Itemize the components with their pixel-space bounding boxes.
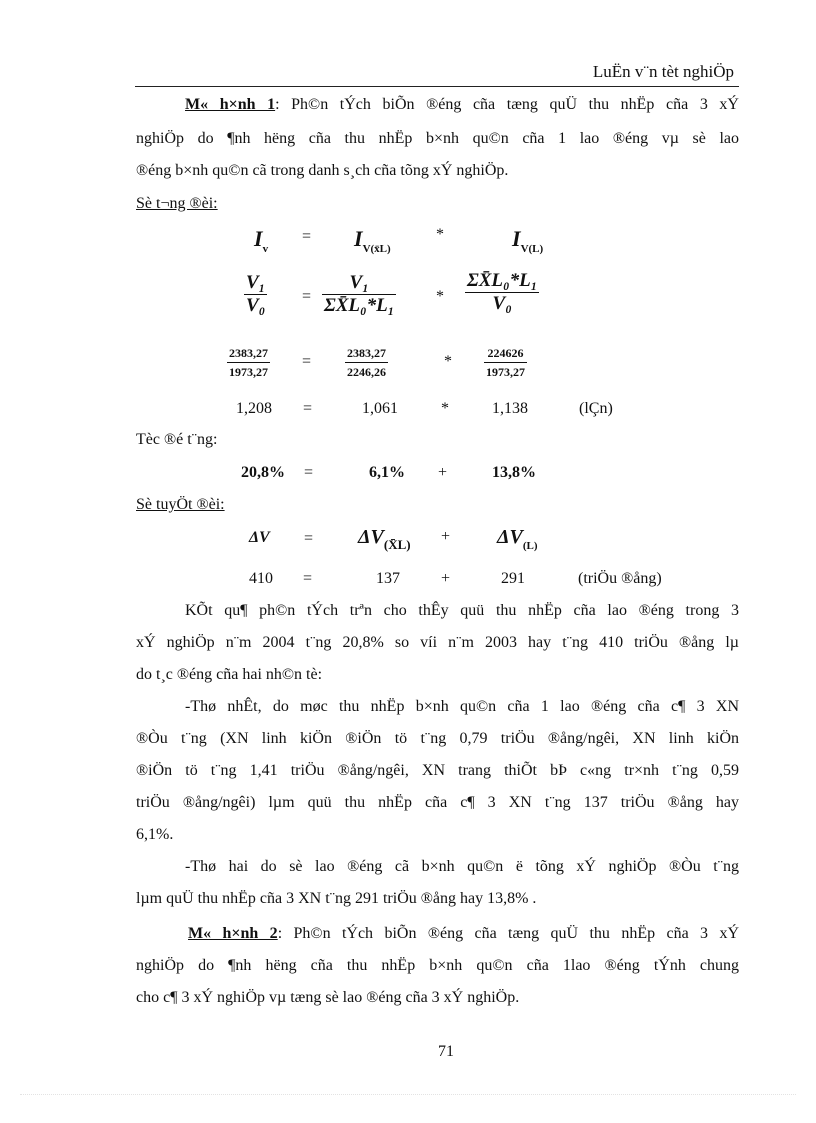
model2-heading-text: : Ph©n tÝch biÕn ®éng cña tæng quÜ thu nhËp cña 3 xÝ — [277, 925, 739, 942]
analysis-p1-l2: xÝ nghiÖp n¨m 2004 t¨ng 20,8% so víi n¨m 2003 hay t¨ng 410 triÖu ®ång lµ — [136, 634, 739, 651]
mul-sign: * — [441, 400, 449, 417]
fraction-numerator: ΣX̄L₀*L₁ — [467, 270, 538, 291]
growth-label: Tèc ®é t¨ng: — [136, 431, 218, 448]
fraction-denominator: ΣX̄L₀*L₁ — [324, 295, 395, 316]
fraction-numerator: 224626 — [484, 344, 527, 363]
model1-line3: ®éng b×nh qu©n cã trong danh s¸ch cña tõng xÝ nghiÖp. — [136, 162, 509, 179]
index-iv-l: $I_{V(L)}$ — [512, 226, 544, 255]
fraction-rhs-values — [484, 344, 527, 381]
growth-xl: 6,1% — [369, 464, 405, 481]
index-iv-xl: $I_{V(x̄L)}$ — [354, 226, 391, 255]
plus-sign: + — [441, 528, 451, 545]
mul-sign: * — [436, 226, 444, 243]
fraction-denominator: V₀ — [492, 293, 512, 314]
header-rule — [135, 86, 739, 87]
fraction-denominator: 2246,26 — [347, 365, 386, 379]
fraction-denominator: 1973,27 — [486, 365, 525, 379]
fraction-denominator: V₀ — [246, 295, 266, 316]
running-header: LuËn v¨n tèt nghiÖp — [592, 62, 734, 81]
analysis-p2-l2: ®Òu t¨ng (XN linh kiÖn ®iÖn tö t¨ng 0,79 triÖu ®ång/ngêi, XN linh kiÖn — [136, 730, 739, 747]
analysis-p3-l1: -Thø hai do sè lao ®éng cã b×nh qu©n ë tõng xÝ nghiÖp ®Òu t¨ng — [185, 858, 739, 875]
model1-line2: nghiÖp do ¶nh hëng cña thu nhËp b×nh qu©n cña 1 lao ®éng vµ sè lao — [136, 130, 739, 147]
unit-times: (lÇn) — [579, 400, 613, 417]
fraction-numerator: V₁ — [246, 272, 266, 293]
model2-heading: M« h×nh 2 — [188, 925, 278, 942]
delta-v-xl: $\Delta V_{(X̄L)}$ — [358, 526, 411, 552]
delta-v: ΔV — [249, 529, 270, 546]
model1-heading-line — [185, 96, 739, 114]
eq-sign: = — [302, 353, 312, 370]
page-number: 71 — [438, 1043, 454, 1060]
delta-xl-value: 137 — [376, 570, 400, 587]
model2-line2: nghiÖp do ¶nh hëng cña thu nhËp b×nh qu©n cña 1lao ®éng tÝnh chung — [136, 957, 739, 974]
analysis-p2-l4: triÖu ®ång/ngêi) lµm quü thu nhËp cña c¶ 3 XN t¨ng 137 triÖu ®ång hay — [136, 794, 739, 811]
relative-label: Sè t¬ng ®èi: — [136, 195, 218, 212]
analysis-p1-l3: do t¸c ®éng cña hai nh©n tè: — [136, 666, 323, 683]
unit-million-vnd: (triÖu ®ång) — [578, 570, 662, 587]
eq-sign: = — [302, 288, 312, 305]
fraction-numerator: V₁ — [322, 272, 396, 295]
plus-sign: + — [441, 570, 451, 587]
fraction-v1-sum — [322, 272, 396, 317]
page-bottom-edge — [20, 1094, 796, 1095]
growth-total: 20,8% — [241, 464, 285, 481]
value-index-xl: 1,061 — [362, 400, 398, 417]
delta-total-value: 410 — [249, 570, 273, 587]
fraction-sum-v0 — [465, 270, 539, 315]
eq-sign: = — [302, 228, 312, 245]
analysis-p2-l1: -Thø nhÊt, do møc thu nhËp b×nh qu©n cña 1 lao ®éng cña c¶ 3 XN — [185, 698, 739, 715]
plus-sign: + — [438, 464, 448, 481]
model1-heading: M« h×nh 1 — [185, 96, 276, 113]
eq-sign: = — [303, 400, 313, 417]
analysis-p3-l2: lµm quÜ thu nhËp cña 3 XN t¨ng 291 triÖu ®ång hay 13,8% . — [136, 890, 537, 907]
mul-sign: * — [444, 353, 452, 370]
fraction-lhs-values — [227, 344, 270, 381]
mul-sign: * — [436, 288, 444, 305]
eq-sign: = — [303, 570, 313, 587]
analysis-p2-l5: 6,1%. — [136, 826, 174, 843]
fraction-v1-v0 — [244, 272, 267, 317]
model1-heading-text: : Ph©n tÝch biÕn ®éng cña tæng quÜ thu nhËp cña 3 xÝ — [275, 96, 739, 113]
delta-l-value: 291 — [501, 570, 525, 587]
fraction-mid-values — [345, 344, 388, 381]
growth-l: 13,8% — [492, 464, 536, 481]
fraction-denominator: 1973,27 — [229, 365, 268, 379]
fraction-numerator: 2383,27 — [227, 344, 270, 363]
value-index-total: 1,208 — [236, 400, 272, 417]
model2-line3: cho c¶ 3 xÝ nghiÖp vµ tæng sè lao ®éng cña 3 xÝ nghiÖp. — [136, 989, 520, 1006]
eq-sign: = — [304, 464, 314, 481]
analysis-p2-l3: ®iÖn tö t¨ng 1,41 triÖu ®ång/ngêi, XN trang thiÕt bÞ c«ng tr×nh t¨ng 0,59 — [136, 762, 739, 779]
value-index-l: 1,138 — [492, 400, 528, 417]
index-iv: $I_v$ — [254, 226, 269, 255]
absolute-label: Sè tuyÖt ®èi: — [136, 496, 225, 513]
model2-heading-line — [188, 925, 739, 943]
analysis-p1-l1: KÕt qu¶ ph©n tÝch trªn cho thÊy quü thu nhËp cña lao ®éng trong 3 — [185, 602, 739, 619]
delta-v-l: $\Delta V_{(L)}$ — [497, 526, 538, 552]
fraction-numerator: 2383,27 — [345, 344, 388, 363]
eq-sign: = — [304, 530, 314, 547]
